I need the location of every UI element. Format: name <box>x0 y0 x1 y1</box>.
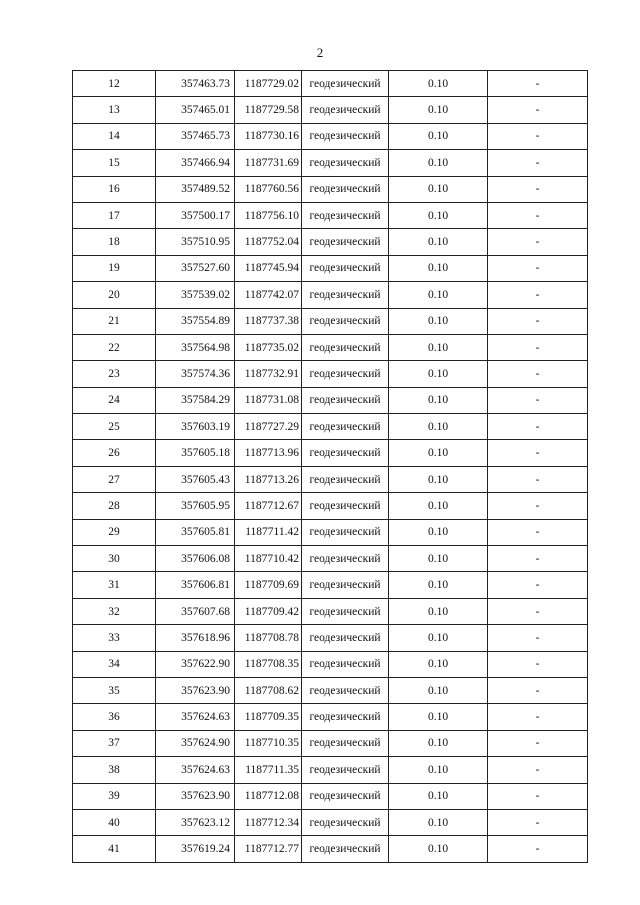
x-coordinate-cell: 357605.18 <box>156 440 235 466</box>
x-coordinate-cell: 357606.81 <box>156 572 235 598</box>
y-coordinate-cell: 1187712.67 <box>235 493 302 519</box>
method-cell: геодезический <box>302 123 389 149</box>
x-coordinate-cell: 357623.90 <box>156 783 235 809</box>
y-coordinate-cell: 1187735.02 <box>235 334 302 360</box>
coordinates-table <box>72 70 588 863</box>
note-cell: - <box>488 255 588 281</box>
accuracy-cell: 0.10 <box>389 255 488 281</box>
method-cell: геодезический <box>302 150 389 176</box>
table-row <box>73 730 588 756</box>
note-cell: - <box>488 783 588 809</box>
method-cell: геодезический <box>302 704 389 730</box>
x-coordinate-cell: 357603.19 <box>156 414 235 440</box>
y-coordinate-cell: 1187712.08 <box>235 783 302 809</box>
method-cell: геодезический <box>302 466 389 492</box>
point-number-cell: 39 <box>73 783 156 809</box>
point-number-cell: 37 <box>73 730 156 756</box>
table-row <box>73 651 588 677</box>
table-row <box>73 572 588 598</box>
accuracy-cell: 0.10 <box>389 123 488 149</box>
point-number-cell: 34 <box>73 651 156 677</box>
table-row <box>73 783 588 809</box>
y-coordinate-cell: 1187711.42 <box>235 519 302 545</box>
table-row <box>73 334 588 360</box>
x-coordinate-cell: 357618.96 <box>156 625 235 651</box>
accuracy-cell: 0.10 <box>389 519 488 545</box>
point-number-cell: 15 <box>73 150 156 176</box>
method-cell: геодезический <box>302 625 389 651</box>
y-coordinate-cell: 1187709.42 <box>235 598 302 624</box>
x-coordinate-cell: 357500.17 <box>156 202 235 228</box>
point-number-cell: 35 <box>73 677 156 703</box>
method-cell: геодезический <box>302 677 389 703</box>
table-row <box>73 202 588 228</box>
note-cell: - <box>488 757 588 783</box>
y-coordinate-cell: 1187760.56 <box>235 176 302 202</box>
point-number-cell: 20 <box>73 282 156 308</box>
note-cell: - <box>488 677 588 703</box>
x-coordinate-cell: 357584.29 <box>156 387 235 413</box>
x-coordinate-cell: 357607.68 <box>156 598 235 624</box>
accuracy-cell: 0.10 <box>389 572 488 598</box>
method-cell: геодезический <box>302 651 389 677</box>
table-row <box>73 677 588 703</box>
table-row <box>73 255 588 281</box>
point-number-cell: 29 <box>73 519 156 545</box>
accuracy-cell: 0.10 <box>389 334 488 360</box>
table-row <box>73 809 588 835</box>
accuracy-cell: 0.10 <box>389 176 488 202</box>
accuracy-cell: 0.10 <box>389 704 488 730</box>
note-cell: - <box>488 123 588 149</box>
method-cell: геодезический <box>302 493 389 519</box>
note-cell: - <box>488 229 588 255</box>
x-coordinate-cell: 357539.02 <box>156 282 235 308</box>
note-cell: - <box>488 546 588 572</box>
table-row <box>73 440 588 466</box>
x-coordinate-cell: 357624.63 <box>156 704 235 730</box>
x-coordinate-cell: 357622.90 <box>156 651 235 677</box>
point-number-cell: 17 <box>73 202 156 228</box>
accuracy-cell: 0.10 <box>389 757 488 783</box>
table-row <box>73 229 588 255</box>
x-coordinate-cell: 357623.90 <box>156 677 235 703</box>
accuracy-cell: 0.10 <box>389 466 488 492</box>
method-cell: геодезический <box>302 97 389 123</box>
table-row <box>73 282 588 308</box>
table-row <box>73 757 588 783</box>
x-coordinate-cell: 357605.81 <box>156 519 235 545</box>
accuracy-cell: 0.10 <box>389 677 488 703</box>
note-cell: - <box>488 809 588 835</box>
accuracy-cell: 0.10 <box>389 783 488 809</box>
note-cell: - <box>488 466 588 492</box>
table-row <box>73 361 588 387</box>
note-cell: - <box>488 334 588 360</box>
method-cell: геодезический <box>302 71 389 97</box>
note-cell: - <box>488 361 588 387</box>
method-cell: геодезический <box>302 202 389 228</box>
x-coordinate-cell: 357463.73 <box>156 71 235 97</box>
method-cell: геодезический <box>302 229 389 255</box>
method-cell: геодезический <box>302 546 389 572</box>
table-row <box>73 625 588 651</box>
y-coordinate-cell: 1187711.35 <box>235 757 302 783</box>
table-row <box>73 414 588 440</box>
accuracy-cell: 0.10 <box>389 387 488 413</box>
note-cell: - <box>488 836 588 862</box>
method-cell: геодезический <box>302 414 389 440</box>
y-coordinate-cell: 1187708.35 <box>235 651 302 677</box>
point-number-cell: 27 <box>73 466 156 492</box>
point-number-cell: 14 <box>73 123 156 149</box>
table-row <box>73 123 588 149</box>
method-cell: геодезический <box>302 519 389 545</box>
table-row <box>73 97 588 123</box>
note-cell: - <box>488 202 588 228</box>
point-number-cell: 13 <box>73 97 156 123</box>
point-number-cell: 31 <box>73 572 156 598</box>
method-cell: геодезический <box>302 308 389 334</box>
note-cell: - <box>488 308 588 334</box>
accuracy-cell: 0.10 <box>389 809 488 835</box>
point-number-cell: 32 <box>73 598 156 624</box>
point-number-cell: 41 <box>73 836 156 862</box>
method-cell: геодезический <box>302 598 389 624</box>
method-cell: геодезический <box>302 255 389 281</box>
x-coordinate-cell: 357564.98 <box>156 334 235 360</box>
accuracy-cell: 0.10 <box>389 361 488 387</box>
table-row <box>73 71 588 97</box>
point-number-cell: 36 <box>73 704 156 730</box>
accuracy-cell: 0.10 <box>389 440 488 466</box>
y-coordinate-cell: 1187727.29 <box>235 414 302 440</box>
note-cell: - <box>488 97 588 123</box>
y-coordinate-cell: 1187729.02 <box>235 71 302 97</box>
coordinates-table-body <box>73 71 588 863</box>
point-number-cell: 38 <box>73 757 156 783</box>
method-cell: геодезический <box>302 387 389 413</box>
point-number-cell: 23 <box>73 361 156 387</box>
point-number-cell: 28 <box>73 493 156 519</box>
method-cell: геодезический <box>302 361 389 387</box>
point-number-cell: 26 <box>73 440 156 466</box>
accuracy-cell: 0.10 <box>389 625 488 651</box>
y-coordinate-cell: 1187737.38 <box>235 308 302 334</box>
method-cell: геодезический <box>302 334 389 360</box>
accuracy-cell: 0.10 <box>389 202 488 228</box>
table-row <box>73 150 588 176</box>
method-cell: геодезический <box>302 282 389 308</box>
accuracy-cell: 0.10 <box>389 598 488 624</box>
table-row <box>73 546 588 572</box>
method-cell: геодезический <box>302 730 389 756</box>
x-coordinate-cell: 357574.36 <box>156 361 235 387</box>
table-row <box>73 519 588 545</box>
accuracy-cell: 0.10 <box>389 414 488 440</box>
accuracy-cell: 0.10 <box>389 836 488 862</box>
point-number-cell: 24 <box>73 387 156 413</box>
y-coordinate-cell: 1187756.10 <box>235 202 302 228</box>
point-number-cell: 21 <box>73 308 156 334</box>
table-row <box>73 704 588 730</box>
note-cell: - <box>488 625 588 651</box>
note-cell: - <box>488 387 588 413</box>
note-cell: - <box>488 176 588 202</box>
y-coordinate-cell: 1187708.62 <box>235 677 302 703</box>
accuracy-cell: 0.10 <box>389 282 488 308</box>
method-cell: геодезический <box>302 809 389 835</box>
y-coordinate-cell: 1187710.35 <box>235 730 302 756</box>
point-number-cell: 25 <box>73 414 156 440</box>
note-cell: - <box>488 282 588 308</box>
point-number-cell: 16 <box>73 176 156 202</box>
y-coordinate-cell: 1187710.42 <box>235 546 302 572</box>
method-cell: геодезический <box>302 176 389 202</box>
note-cell: - <box>488 71 588 97</box>
table-row <box>73 387 588 413</box>
y-coordinate-cell: 1187730.16 <box>235 123 302 149</box>
note-cell: - <box>488 414 588 440</box>
x-coordinate-cell: 357619.24 <box>156 836 235 862</box>
note-cell: - <box>488 493 588 519</box>
note-cell: - <box>488 651 588 677</box>
accuracy-cell: 0.10 <box>389 229 488 255</box>
table-row <box>73 176 588 202</box>
note-cell: - <box>488 598 588 624</box>
y-coordinate-cell: 1187712.77 <box>235 836 302 862</box>
x-coordinate-cell: 357465.01 <box>156 97 235 123</box>
y-coordinate-cell: 1187713.26 <box>235 466 302 492</box>
x-coordinate-cell: 357624.63 <box>156 757 235 783</box>
point-number-cell: 18 <box>73 229 156 255</box>
point-number-cell: 33 <box>73 625 156 651</box>
x-coordinate-cell: 357527.60 <box>156 255 235 281</box>
y-coordinate-cell: 1187731.08 <box>235 387 302 413</box>
note-cell: - <box>488 440 588 466</box>
x-coordinate-cell: 357605.43 <box>156 466 235 492</box>
table-row <box>73 836 588 862</box>
y-coordinate-cell: 1187709.35 <box>235 704 302 730</box>
table-row <box>73 466 588 492</box>
note-cell: - <box>488 704 588 730</box>
x-coordinate-cell: 357510.95 <box>156 229 235 255</box>
table-row <box>73 598 588 624</box>
method-cell: геодезический <box>302 572 389 598</box>
note-cell: - <box>488 730 588 756</box>
accuracy-cell: 0.10 <box>389 493 488 519</box>
method-cell: геодезический <box>302 783 389 809</box>
accuracy-cell: 0.10 <box>389 730 488 756</box>
point-number-cell: 40 <box>73 809 156 835</box>
table-row <box>73 493 588 519</box>
x-coordinate-cell: 357466.94 <box>156 150 235 176</box>
method-cell: геодезический <box>302 440 389 466</box>
accuracy-cell: 0.10 <box>389 651 488 677</box>
note-cell: - <box>488 150 588 176</box>
y-coordinate-cell: 1187752.04 <box>235 229 302 255</box>
y-coordinate-cell: 1187732.91 <box>235 361 302 387</box>
x-coordinate-cell: 357465.73 <box>156 123 235 149</box>
y-coordinate-cell: 1187712.34 <box>235 809 302 835</box>
method-cell: геодезический <box>302 836 389 862</box>
y-coordinate-cell: 1187745.94 <box>235 255 302 281</box>
point-number-cell: 12 <box>73 71 156 97</box>
y-coordinate-cell: 1187729.58 <box>235 97 302 123</box>
point-number-cell: 30 <box>73 546 156 572</box>
x-coordinate-cell: 357554.89 <box>156 308 235 334</box>
y-coordinate-cell: 1187713.96 <box>235 440 302 466</box>
y-coordinate-cell: 1187742.07 <box>235 282 302 308</box>
page-number: 2 <box>316 45 324 60</box>
accuracy-cell: 0.10 <box>389 97 488 123</box>
note-cell: - <box>488 519 588 545</box>
x-coordinate-cell: 357605.95 <box>156 493 235 519</box>
note-cell: - <box>488 572 588 598</box>
method-cell: геодезический <box>302 757 389 783</box>
accuracy-cell: 0.10 <box>389 546 488 572</box>
y-coordinate-cell: 1187708.78 <box>235 625 302 651</box>
point-number-cell: 22 <box>73 334 156 360</box>
x-coordinate-cell: 357623.12 <box>156 809 235 835</box>
x-coordinate-cell: 357489.52 <box>156 176 235 202</box>
y-coordinate-cell: 1187709.69 <box>235 572 302 598</box>
point-number-cell: 19 <box>73 255 156 281</box>
accuracy-cell: 0.10 <box>389 150 488 176</box>
table-row <box>73 308 588 334</box>
x-coordinate-cell: 357606.08 <box>156 546 235 572</box>
y-coordinate-cell: 1187731.69 <box>235 150 302 176</box>
x-coordinate-cell: 357624.90 <box>156 730 235 756</box>
accuracy-cell: 0.10 <box>389 71 488 97</box>
accuracy-cell: 0.10 <box>389 308 488 334</box>
